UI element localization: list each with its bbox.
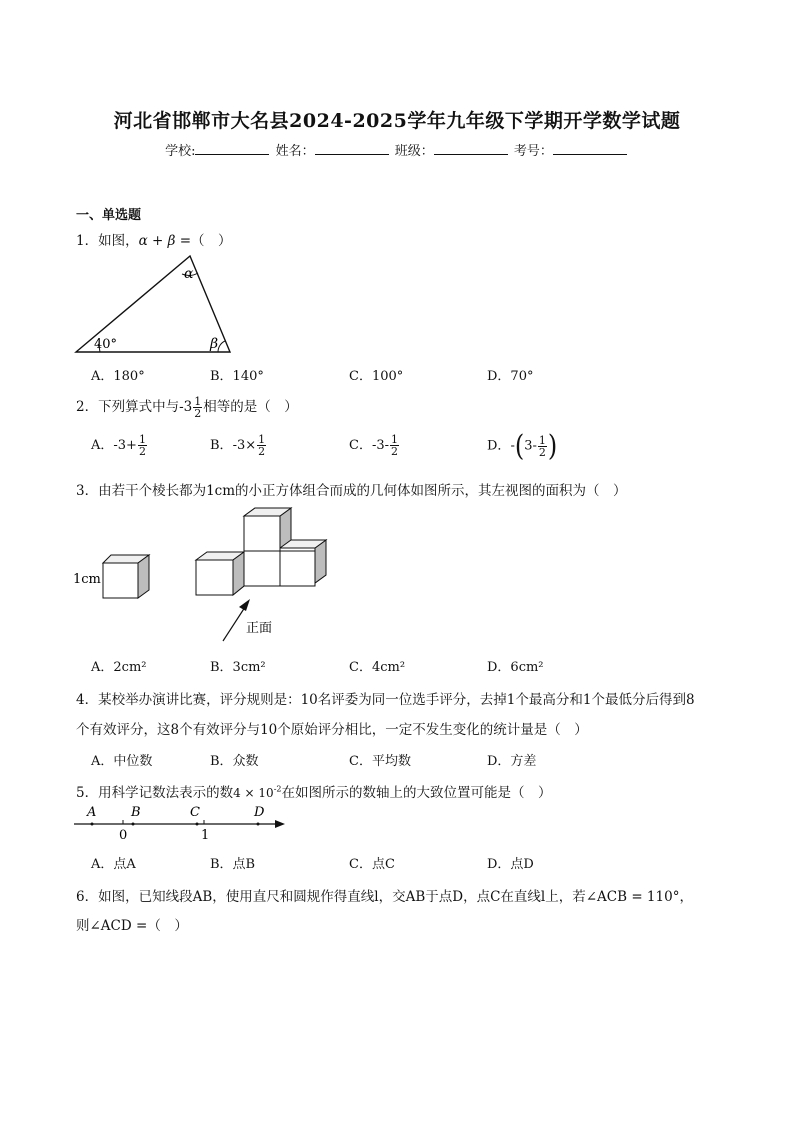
q1-triangle-figure (70, 250, 240, 360)
class-blank (434, 142, 508, 155)
q2-opt-c-den: 2 (391, 445, 399, 458)
q5-stem-a: 5．用科学记数法表示的数 (76, 785, 234, 801)
name-blank (315, 142, 389, 155)
q2-option-c[interactable] (349, 434, 400, 457)
page-title: 河北省邯郸市大名县2024-2025学年九年级下学期开学数学试题 (113, 110, 681, 132)
q2-opt-b-frac (257, 434, 266, 457)
question-4-line-2: 个有效评分，这8个有效评分与10个原始评分相比，一定不发生变化的统计量是（ ） (76, 722, 588, 738)
q2-opt-b-expr: -3× (232, 438, 257, 453)
q5-sci-base: 4 × 10 (233, 786, 274, 800)
q1-option-d[interactable]: D．70° (487, 369, 534, 384)
q3-option-a[interactable]: A．2cm² (91, 660, 147, 675)
q2-stem-a: 2．下列算式中与 (76, 399, 180, 415)
student-info (0, 140, 794, 159)
q5-sci-exp: -2 (273, 784, 282, 794)
class-label: 班级： (394, 144, 434, 159)
q2-opt-b-num: 1 (258, 433, 266, 446)
cube-stack (196, 508, 326, 595)
q2-frac-den: 2 (194, 407, 202, 420)
q2-opt-d-right-paren: ) (547, 429, 558, 463)
q1-option-b[interactable]: B．140° (210, 369, 264, 384)
school-blank (195, 142, 269, 155)
q1-option-a[interactable]: A．180° (91, 369, 145, 384)
q5-option-c[interactable]: C．点C (349, 857, 395, 872)
q2-opt-d-label: D． (487, 438, 511, 454)
q4-option-d[interactable]: D．方差 (487, 754, 537, 769)
question-5-stem (76, 781, 551, 801)
q3-cubes-figure (70, 500, 340, 645)
point-d (257, 823, 260, 826)
q2-opt-d-minus: - (510, 438, 515, 454)
q1-option-c[interactable]: C．100° (349, 369, 404, 384)
point-a (91, 823, 94, 826)
q2-opt-d-left-paren: ( (514, 429, 525, 463)
q2-stem-b: 相等的是（ ） (203, 399, 298, 415)
label-zero: 0 (119, 828, 128, 842)
label-c: C (190, 805, 200, 820)
q2-opt-b-den: 2 (258, 445, 266, 458)
q3-option-d[interactable]: D．6cm² (487, 660, 544, 675)
q3-option-b[interactable]: B．3cm² (210, 660, 266, 675)
q2-option-d[interactable] (487, 429, 558, 463)
q5-number-line (70, 802, 290, 842)
q1-paren: （ ） (191, 233, 232, 249)
q2-opt-c-frac (390, 434, 399, 457)
number-line-arrow-icon (275, 820, 285, 828)
school-label: 学校: (165, 144, 196, 159)
angle-40-label: 40° (94, 337, 118, 352)
question-1-stem (76, 229, 232, 249)
angle-beta-arc (218, 341, 225, 352)
label-a: A (87, 805, 97, 820)
unit-cube (103, 555, 149, 598)
label-d: D (254, 805, 265, 820)
q2-opt-a-expr: -3+ (113, 438, 137, 453)
q2-neg-three: -3 (179, 399, 193, 415)
question-4-line-1: 4．某校举办演讲比赛，评分规则是：10名评委为同一位选手评分，去掉1个最高分和1个最低分后得到8 (76, 692, 695, 708)
q5-option-b[interactable]: B．点B (210, 857, 256, 872)
q4-option-a[interactable]: A．中位数 (91, 754, 153, 769)
q5-option-a[interactable]: A．点A (91, 857, 136, 872)
beta-label: β (210, 336, 219, 352)
q2-opt-c-num: 1 (391, 433, 399, 446)
q2-option-a[interactable] (91, 434, 148, 457)
q5-stem-b: 在如图所示的数轴上的大致位置可能是（ ） (281, 785, 552, 801)
q2-opt-a-label: A． (91, 438, 114, 453)
q3-option-c[interactable]: C．4cm² (349, 660, 406, 675)
unit-cube-label: 1cm (73, 572, 101, 587)
question-3-stem: 3．由若干个棱长都为1cm的小正方体组合而成的几何体如图所示，其左视图的面积为（ ） (76, 483, 627, 499)
q2-fraction (193, 396, 202, 419)
question-6-line-2: 则∠ACD =（ ） (76, 918, 188, 934)
q2-opt-a-frac (138, 434, 147, 457)
alpha-label: α (184, 266, 194, 282)
label-one: 1 (201, 828, 210, 842)
q2-opt-a-den: 2 (138, 445, 146, 458)
question-6-line-1: 6．如图，已知线段AB，使用直尺和圆规作得直线l，交AB于点D，点C在直线l上，若∠ACB = 110°， (76, 889, 693, 905)
q2-opt-d-frac (538, 435, 547, 458)
q2-option-b[interactable] (210, 434, 267, 457)
exam-number-blank (553, 142, 627, 155)
q2-frac-num: 1 (194, 395, 202, 408)
q4-option-b[interactable]: B．众数 (210, 754, 259, 769)
question-2-stem (76, 395, 298, 419)
q2-opt-d-num: 1 (538, 433, 546, 447)
label-b: B (131, 805, 141, 820)
q2-opt-d-inner: 3- (524, 438, 537, 454)
exam-number-label: 考号： (513, 144, 553, 159)
q2-opt-a-num: 1 (138, 433, 146, 446)
q2-opt-b-label: B． (210, 438, 233, 453)
point-b (132, 823, 135, 826)
name-label: 姓名： (275, 144, 315, 159)
q1-prefix: 1．如图， (76, 233, 139, 249)
q2-opt-d-den: 2 (538, 445, 546, 459)
front-view-label: 正面 (246, 621, 273, 636)
q5-option-d[interactable]: D．点D (487, 857, 534, 872)
q1-expr: α + β = (138, 233, 192, 249)
section-heading-single-choice: 一、单选题 (76, 208, 142, 223)
q2-opt-c-expr: -3- (371, 438, 390, 453)
q4-option-c[interactable]: C．平均数 (349, 754, 411, 769)
q2-opt-c-label: C． (349, 438, 372, 453)
point-c (196, 823, 199, 826)
